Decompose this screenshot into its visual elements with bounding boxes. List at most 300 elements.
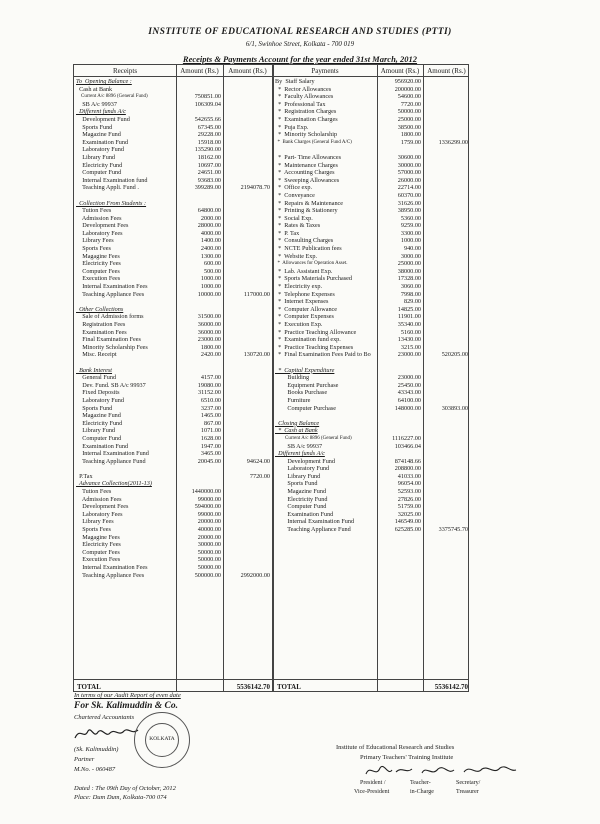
- ledger-label: Examination Fees: [76, 328, 127, 336]
- ledger-amount: [223, 230, 270, 238]
- ledger-amount: [423, 450, 468, 458]
- ledger-amount: [223, 518, 270, 526]
- ledger-amount: [423, 268, 468, 276]
- ledger-label: Building: [275, 374, 310, 382]
- ledger-amount: [377, 420, 421, 428]
- ledger-label: * Minority Scholarship: [275, 131, 338, 139]
- ledger-label: Library Fees: [76, 518, 114, 526]
- ledger-label: * Rates & Taxes: [275, 222, 321, 230]
- ledger-amount: [423, 336, 468, 344]
- ledger-amount: [176, 78, 221, 86]
- ledger-amount: 31626.00: [397, 199, 421, 207]
- ledger-amount: 6510.00: [200, 396, 221, 404]
- ledger-amount: 29228.00: [197, 131, 221, 139]
- ledger-amount: [423, 108, 468, 116]
- ledger-amount: 500.00: [203, 267, 221, 275]
- ledger-amount: 1336299.00: [438, 138, 468, 146]
- ledger-amount: 25450.00: [397, 381, 421, 389]
- ledger-label: * Website Exp.: [275, 252, 318, 260]
- ledger-amount: 41033.00: [397, 472, 421, 480]
- ledger-amount: 303893.00: [441, 404, 468, 412]
- ledger-amount: 1628.00: [200, 434, 221, 442]
- partner-title: Partner: [74, 756, 95, 763]
- ledger-amount: 3300.00: [400, 229, 421, 237]
- ledger-label: [275, 146, 376, 154]
- ledger-label: * NCTE Publication fees: [275, 245, 342, 253]
- ledger-label: Execution Fees: [76, 275, 121, 283]
- ledger-amount: [223, 359, 270, 367]
- payments-total-amount: 5536142.70: [434, 683, 468, 691]
- ledger-amount: [423, 93, 468, 101]
- payments-labels: [275, 78, 376, 534]
- ledger-label: Magagine Fees: [76, 252, 120, 260]
- ledger-amount: [223, 93, 270, 101]
- ledger-amount: 38500.00: [397, 123, 421, 131]
- ledger-label: * Final Examination Fees Paid to Bo: [275, 351, 371, 359]
- ledger-label: Electricity Fees: [76, 260, 121, 268]
- ledger-amount: [423, 374, 468, 382]
- ledger-amount: 28000.00: [197, 222, 221, 230]
- ledger-amount: [176, 200, 221, 208]
- ledger-label: Laboratory Fund: [76, 146, 124, 154]
- ledger-amount: [423, 260, 468, 268]
- amount-header: Amount (Rs.): [180, 67, 219, 75]
- ledger-amount: 7720.00: [400, 100, 421, 108]
- ledger-amount: [423, 503, 468, 511]
- ledger-amount: [176, 298, 221, 306]
- payments-amounts: [377, 78, 421, 534]
- ledger-amount: [423, 245, 468, 253]
- ledger-amount: 2992000.00: [240, 571, 270, 579]
- ledger-amount: 520205.00: [441, 351, 468, 359]
- ledger-label: Computer Fund: [275, 503, 327, 511]
- ledger-label: Computer Fund: [76, 169, 122, 177]
- ledger-amount: [423, 154, 468, 162]
- ledger-amount: 31500.00: [197, 313, 221, 321]
- ledger-amount: 1400.00: [200, 237, 221, 245]
- ledger-amount: [176, 306, 221, 314]
- ledger-amount: 30600.00: [397, 153, 421, 161]
- receipts-labels: [76, 78, 175, 579]
- ledger-amount: [223, 549, 270, 557]
- ledger-amount: [223, 260, 270, 268]
- ledger-label: * Professional Tax: [275, 100, 326, 108]
- ledger-label: Books Purchase: [275, 389, 328, 397]
- ledger-amount: 96054.00: [397, 480, 421, 488]
- ledger-amount: [223, 222, 270, 230]
- header-rule: [74, 76, 468, 77]
- sig-treasurer: Treasurer: [456, 789, 479, 795]
- ledger-amount: [176, 473, 221, 481]
- sig-in-charge: in-Charge: [410, 789, 434, 795]
- auditor-seal-stamp: [134, 712, 190, 768]
- ledger-label: Current A/c 8896 (General Fund): [76, 94, 148, 100]
- amount-header: Amount (Rs.): [228, 67, 267, 75]
- ledger-label: * Computer Allowance: [275, 305, 338, 313]
- ledger-amount: [223, 116, 270, 124]
- ledger-amount: 135290.00: [194, 146, 221, 154]
- ledger-label: * Internet Expenses: [275, 298, 329, 306]
- ledger-label: Magagine Fees: [76, 533, 120, 541]
- receipts-payments-table: [73, 64, 469, 692]
- place-line: Place: Dum Dum, Kolkata-700 074: [74, 794, 167, 801]
- ledger-amount: 60370.00: [397, 191, 421, 199]
- ledger-label: Misc. Receipt: [76, 351, 117, 359]
- ledger-amount: 15918.00: [197, 138, 221, 146]
- ledger-label: * Bank Charges (General Fund A/C): [275, 139, 352, 145]
- ledger-amount: 57000.00: [397, 169, 421, 177]
- ledger-amount: 93683.00: [197, 176, 221, 184]
- ledger-amount: [223, 374, 270, 382]
- ledger-label: Computer Fund: [76, 434, 122, 442]
- ledger-amount: 5360.00: [400, 214, 421, 222]
- ledger-amount: 130720.00: [243, 351, 270, 359]
- ledger-amount: [423, 237, 468, 245]
- ledger-label: * Accounting Charges: [275, 169, 335, 177]
- ledger-amount: [423, 192, 468, 200]
- partner-name: (Sk. Kalimuddin): [74, 746, 119, 753]
- ledger-amount: [423, 458, 468, 466]
- sig-teacher: Teacher-: [410, 780, 431, 786]
- ledger-amount: [223, 367, 270, 375]
- ledger-label: Electricity Fund: [76, 161, 123, 169]
- ledger-amount: [223, 503, 270, 511]
- ledger-label: [275, 359, 376, 367]
- ledger-amount: [223, 541, 270, 549]
- ledger-amount: [423, 162, 468, 170]
- ledger-amount: [223, 450, 270, 458]
- ledger-amount: [423, 382, 468, 390]
- ledger-amount: [423, 480, 468, 488]
- ledger-label: Development Fund: [76, 115, 130, 123]
- ledger-amount: 36000.00: [197, 328, 221, 336]
- ledger-label: Teaching Appliance Fees: [76, 571, 145, 579]
- ledger-amount: 20000.00: [197, 518, 221, 526]
- ledger-amount: [223, 389, 270, 397]
- ledger-amount: [223, 207, 270, 215]
- ledger-amount: [223, 397, 270, 405]
- ledger-amount: [423, 496, 468, 504]
- ledger-amount: 2400.00: [200, 245, 221, 253]
- ledger-amount: [223, 556, 270, 564]
- ledger-amount: [377, 450, 421, 458]
- ledger-label: * Social Exp.: [275, 214, 313, 222]
- ledger-label: [275, 412, 376, 420]
- ledger-amount: 1000.00: [200, 275, 221, 283]
- ledger-amount: [223, 382, 270, 390]
- ledger-amount: 40000.00: [197, 526, 221, 534]
- ledger-label: [76, 298, 175, 306]
- ledger-amount: 50000.00: [197, 564, 221, 571]
- ledger-label: Execution Fees: [76, 556, 121, 564]
- ledger-label: Teaching Appliance Fees: [76, 290, 145, 298]
- ledger-amount: [223, 496, 270, 504]
- ledger-amount: 3215.00: [400, 343, 421, 351]
- ledger-label: * Rector Allowances: [275, 85, 332, 93]
- ledger-amount: [423, 427, 468, 435]
- ledger-amount: [223, 488, 270, 496]
- ledger-label: * Conveyance: [275, 191, 315, 199]
- ledger-label: Teaching Appli. Fund .: [76, 184, 139, 192]
- ledger-label: * Examination Charges: [275, 115, 338, 123]
- ledger-amount: [223, 124, 270, 132]
- ledger-label: Final Examination Fees: [76, 336, 141, 344]
- amount-header: Amount (Rs.): [380, 67, 420, 75]
- ledger-label: Different funds A/c: [76, 108, 126, 116]
- ledger-label: * Faculty Allowances: [275, 93, 334, 101]
- ledger-amount: 103466.04: [394, 442, 421, 450]
- ledger-amount: 625285.00: [394, 526, 421, 534]
- ledger-label: Other Collections: [76, 305, 124, 313]
- ledger-amount: [223, 480, 270, 488]
- ledger-amount: 148000.00: [394, 404, 421, 412]
- ledger-amount: 200000.00: [394, 85, 421, 93]
- ledger-amount: 11901.00: [398, 313, 421, 321]
- ledger-amount: 14825.00: [397, 305, 421, 313]
- institute-sign-line: Institute of Educational Research and Studies: [336, 744, 455, 751]
- ledger-amount: 208800.00: [394, 465, 421, 473]
- ledger-amount: 956920.00: [394, 78, 421, 85]
- ledger-amount: [423, 146, 468, 154]
- ledger-amount: [223, 268, 270, 276]
- ledger-amount: [377, 359, 421, 367]
- ledger-amount: 3465.00: [200, 450, 221, 458]
- ledger-label: Internal Examination fund: [76, 176, 148, 184]
- ledger-amount: [423, 200, 468, 208]
- ledger-label: Bank Interest: [76, 366, 113, 374]
- ledger-amount: [223, 511, 270, 519]
- ledger-label: Library Fund: [275, 472, 321, 480]
- ledger-amount: 594000.00: [194, 503, 221, 511]
- ledger-amount: [423, 473, 468, 481]
- ledger-amount: 399289.00: [194, 184, 221, 192]
- ledger-amount: [176, 108, 221, 116]
- ledger-label: * Printing & Stationery: [275, 207, 338, 215]
- ledger-label: SB A/c 99937: [275, 442, 323, 450]
- ledger-amount: 1000.00: [200, 283, 221, 291]
- ledger-label: Collection From Students :: [76, 199, 147, 207]
- ledger-label: Development Fund: [275, 457, 335, 465]
- ledger-amount: 67345.00: [197, 123, 221, 131]
- ledger-amount: 50000.00: [197, 548, 221, 556]
- ledger-amount: [423, 465, 468, 473]
- ledger-amount: [223, 534, 270, 542]
- audit-firm: For Sk. Kalimuddin & Co.: [74, 701, 179, 711]
- ledger-amount: [223, 420, 270, 428]
- institute-address: 6/1, Swinhoe Street, Kolkata - 700 019: [245, 40, 355, 48]
- ledger-amount: [223, 139, 270, 147]
- ledger-amount: 31152.00: [198, 389, 221, 397]
- receipts-amounts: [176, 78, 221, 579]
- ledger-amount: 13430.00: [397, 336, 421, 344]
- ledger-label: * Execution Exp.: [275, 321, 323, 328]
- ledger-amount: [223, 427, 270, 435]
- payments-total-label: TOTAL: [277, 683, 301, 691]
- ledger-label: Sports Fund: [76, 123, 113, 131]
- ledger-amount: [223, 321, 270, 329]
- ledger-amount: 1759.00: [400, 138, 421, 146]
- ledger-label: * Practice Teaching Expenses: [275, 343, 354, 351]
- ledger-amount: 10000.00: [197, 290, 221, 298]
- ledger-amount: 5160.00: [400, 328, 421, 336]
- ledger-amount: [423, 253, 468, 261]
- ledger-amount: [423, 313, 468, 321]
- ledger-amount: [423, 215, 468, 223]
- ledger-amount: [223, 336, 270, 344]
- ledger-label: Library Fund: [76, 427, 116, 435]
- ledger-amount: [223, 146, 270, 154]
- col-divider: [272, 65, 274, 691]
- ledger-amount: 1300.00: [200, 252, 221, 260]
- ledger-amount: 26000.00: [397, 176, 421, 184]
- ledger-amount: [423, 397, 468, 405]
- institute-name: INSTITUTE OF EDUCATIONAL RESEARCH AND STUDIES (PTTI): [148, 27, 452, 37]
- ledger-label: Current A/c 8896 (General Fund): [275, 435, 352, 441]
- ledger-amount: 3375745.70: [438, 526, 468, 534]
- payments-subtotals: [423, 78, 468, 534]
- ledger-amount: [223, 253, 270, 261]
- ledger-amount: 52593.00: [397, 488, 421, 496]
- ledger-amount: 38950.00: [397, 207, 421, 215]
- ledger-amount: 20045.00: [197, 457, 221, 465]
- ledger-amount: 106309.04: [194, 100, 221, 108]
- ledger-label: Advance Collection(2011-13): [76, 480, 152, 488]
- ledger-label: Laboratory Fund: [275, 465, 330, 473]
- ledger-label: Laboratory Fees: [76, 229, 123, 237]
- ledger-label: [76, 465, 175, 473]
- ledger-amount: 542655.66: [194, 115, 221, 123]
- ledger-label: * Part- Time Allowances: [275, 153, 341, 161]
- ledger-amount: 1000.00: [400, 237, 421, 245]
- ledger-amount: [223, 465, 270, 473]
- ledger-amount: [377, 367, 421, 375]
- ledger-amount: [223, 298, 270, 306]
- ledger-amount: [223, 177, 270, 185]
- ledger-label: Minority Scholarship Fees: [76, 343, 148, 351]
- ledger-amount: [223, 405, 270, 413]
- ledger-label: Different funds A/c: [275, 450, 325, 458]
- ledger-amount: 36000.00: [197, 321, 221, 328]
- ledger-label: To Opening Balance :: [76, 78, 132, 85]
- auditor-signature: [72, 722, 142, 744]
- ledger-label: Furniture: [275, 396, 311, 404]
- ledger-amount: [377, 412, 421, 420]
- ledger-label: * Practice Teaching Allowance: [275, 328, 357, 336]
- ledger-label: * Sweeping Allowances: [275, 176, 340, 184]
- ledger-amount: [423, 488, 468, 496]
- ledger-label: * Office exp.: [275, 184, 312, 192]
- ledger-amount: 30000.00: [197, 541, 221, 549]
- ledger-amount: [223, 275, 270, 283]
- ledger-label: Computer Fees: [76, 548, 120, 556]
- ledger-label: Examination Fund: [275, 510, 334, 518]
- ledger-amount: [423, 435, 468, 443]
- ledger-label: Internal Examination Fees: [76, 283, 148, 291]
- amount-header: Amount (Rs.): [427, 67, 466, 75]
- ledger-amount: 1947.00: [200, 442, 221, 450]
- ledger-label: P.Tax: [76, 472, 93, 480]
- ledger-amount: 1440000.00: [191, 488, 221, 496]
- ledger-amount: [223, 435, 270, 443]
- ledger-label: Development Fees: [76, 503, 129, 511]
- ledger-label: Internal Examination Fund: [275, 518, 355, 526]
- ledger-label: Electricity Fund: [275, 495, 328, 503]
- ledger-amount: 1071.00: [200, 427, 221, 435]
- ledger-label: * Lab. Assistant Exp.: [275, 267, 333, 275]
- ledger-amount: [423, 306, 468, 314]
- ledger-amount: 99000.00: [197, 495, 221, 503]
- ledger-amount: 19080.00: [197, 381, 221, 389]
- ledger-amount: 1800.00: [200, 343, 221, 351]
- ledger-amount: 1800.00: [400, 131, 421, 139]
- ledger-amount: 51759.00: [397, 503, 421, 511]
- ledger-label: Laboratory Fund: [76, 396, 124, 404]
- ledger-amount: 4157.00: [200, 374, 221, 382]
- ledger-amount: 23000.00: [197, 336, 221, 344]
- ledger-amount: [423, 298, 468, 306]
- ledger-label: General Fund: [76, 374, 117, 382]
- receipts-subtotals: [223, 78, 270, 579]
- ledger-amount: [223, 131, 270, 139]
- ledger-label: Sports Fund: [76, 404, 113, 412]
- ledger-amount: 23000.00: [397, 351, 421, 359]
- sig-vice-president: Vice-President: [354, 789, 390, 795]
- ledger-amount: [423, 78, 468, 86]
- sig-secretary: Secretary/: [456, 780, 481, 786]
- ledger-amount: [423, 116, 468, 124]
- ledger-amount: [223, 237, 270, 245]
- ledger-label: [76, 192, 175, 200]
- ledger-amount: [223, 306, 270, 314]
- ledger-label: Admission Fees: [76, 495, 122, 503]
- ledger-label: SB A/c 99937: [76, 100, 117, 108]
- ledger-amount: [423, 344, 468, 352]
- ledger-label: * P. Tax: [275, 229, 300, 237]
- ledger-label: Sale of Admission forms: [76, 313, 144, 321]
- total-rule: [74, 679, 468, 680]
- ledger-amount: [423, 177, 468, 185]
- ledger-amount: [223, 78, 270, 86]
- ledger-label: * Consulting Charges: [275, 237, 334, 245]
- ledger-label: Teaching Appliance Fund: [76, 457, 146, 465]
- sig-president: President /: [360, 780, 386, 786]
- ledger-amount: [223, 313, 270, 321]
- ledger-amount: 9259.00: [400, 222, 421, 230]
- ledger-label: By Staff Salary: [275, 78, 315, 85]
- ledger-amount: 54600.00: [397, 93, 421, 101]
- ledger-label: * Sports Materials Purchased: [275, 275, 352, 283]
- ledger-amount: 22714.00: [397, 184, 421, 192]
- ledger-amount: 35340.00: [397, 321, 421, 328]
- payments-header: Payments: [311, 67, 339, 75]
- ledger-label: Equipment Purchase: [275, 381, 339, 389]
- ledger-amount: 3237.00: [200, 404, 221, 412]
- ledger-amount: [423, 420, 468, 428]
- ledger-amount: [223, 245, 270, 253]
- ledger-amount: 4000.00: [200, 229, 221, 237]
- ledger-amount: [223, 108, 270, 116]
- receipts-total-amount: 5536142.70: [236, 683, 270, 691]
- ledger-label: Internal Examination Fund: [76, 450, 149, 458]
- ledger-amount: 43343.00: [397, 389, 421, 397]
- ledger-amount: [423, 131, 468, 139]
- ledger-label: * Maintenance Charges: [275, 161, 338, 169]
- ledger-amount: [176, 192, 221, 200]
- ledger-amount: 874148.66: [394, 457, 421, 465]
- ledger-label: Computer Fees: [76, 267, 120, 275]
- ledger-amount: 7720.00: [249, 472, 270, 480]
- ledger-label: Magazine Fund: [76, 131, 121, 139]
